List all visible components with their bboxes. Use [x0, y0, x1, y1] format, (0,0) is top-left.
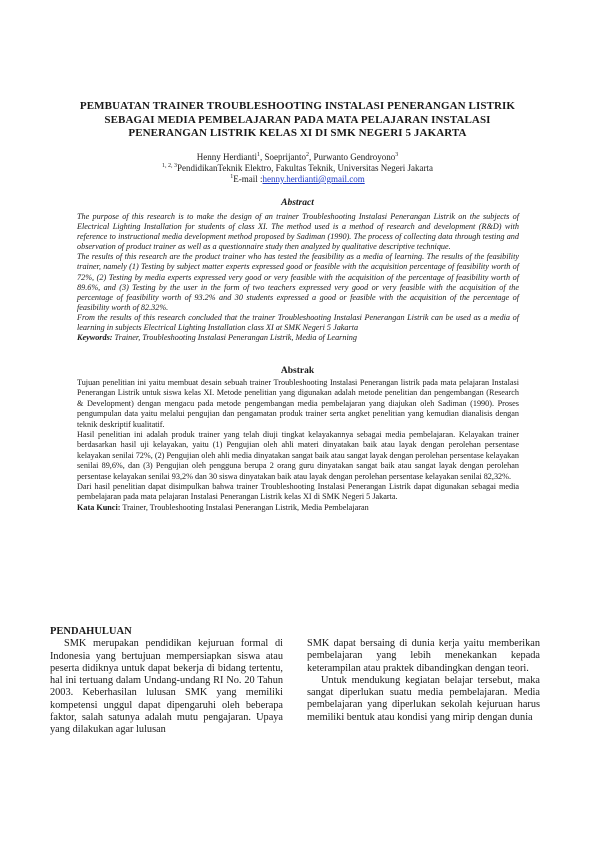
author-block [80, 152, 515, 185]
author-name: Henny Herdianti [196, 152, 257, 162]
paper-title [50, 100, 545, 141]
email-label: E-mail : [233, 174, 263, 184]
abstract-en-paragraph: The purpose of this research is to make the design of an trainer Troubleshooting Instalasi Penerangan Listrik on the subjects of Electrical Lighting Installation for students of class XI. The method used is a method of research and development (R&D) with reference to instructional media development method proposed by Sadiman (1990). The process of collecting data through testing and observation of product trainer as well as a questionnaire study then analyzed by qualitative descriptive technique. [77, 212, 519, 252]
author-affiliation [80, 163, 515, 174]
author-sep: , [259, 152, 265, 162]
abstract-en-keywords [77, 333, 519, 343]
title-line: PENERANGAN LISTRIK KELAS XI DI SMK NEGERI 5 JAKARTA [128, 127, 467, 139]
keywords-label: Kata Kunci: [77, 502, 121, 512]
body-column-right [307, 638, 540, 724]
abstract-en [77, 212, 519, 343]
affiliation-text: PendidikanTeknik Elektro, Fakultas Teknik, Universitas Negeri Jakarta [176, 163, 433, 173]
body-paragraph: SMK dapat bersaing di dunia kerja yaitu memberikan pembelajaran yang lebih menekankan kepada keterampilan atau praktek dibandingkan dengan teori. [307, 638, 540, 674]
abstract-id [77, 378, 519, 513]
abstract-en-paragraph: The results of this research are the product trainer who has tested the feasibility as a media of learning. The results of the feasibility trainer, namely (1) Testing by subject matter experts expressed good or feasible with the acquisition percentage of feasibility worth of 72%, (2) Testing by media experts expressed very good or very feasible with the acquisition of the percentage of feasibility worth of 89.6%, and (3) Testing by the user in the form of two teachers expressed very good or very feasible with the acquisition of the percentage of feasibility worth of 93.2% and 30 students expressed a good or feasible with the acquisition of the percentage of feasibility worth of 82.32%. [77, 252, 519, 312]
author-sup: 1 [256, 152, 260, 158]
title-line: PEMBUATAN TRAINER TROUBLESHOOTING INSTALASI PENERANGAN LISTRIK [79, 100, 516, 112]
author-name: Soeprijanto [264, 152, 306, 162]
author-email [80, 174, 515, 185]
affiliation-sup: 1, 2, 3 [161, 163, 177, 169]
abstract-id-keywords [77, 503, 519, 513]
abstract-id-paragraph: Dari hasil penelitian dapat disimpulkan bahwa trainer Troubleshooting Instalasi Penerangan Listrik dapat digunakan sebagai media pembelajaran pada mata pelajaran Instalasi Penerangan Listrik kelas XI di SMK Negeri 5 Jakarta. [77, 482, 519, 502]
author-sep: , [308, 152, 314, 162]
author-names [80, 152, 515, 163]
abstract-en-heading: Abstract [281, 198, 314, 208]
author-name: Purwanto Gendroyono [313, 152, 396, 162]
abstract-id-paragraph: Hasil penelitian ini adalah produk trainer yang telah diuji tingkat kelayakannya sebagai media pembelajaran. Kelayakan trainer berdasarkan hasil uji kelayakan, yaitu (1) Pengujian oleh ahli materi dinyatakan baik atau layak dengan perolehan persentase kelayakan senilai 72%, (2) Pengujian oleh ahli media dinyatakan sangat baik atau sangat layak dengan perolehan persentase kelayakan senilai 89,6%, dan (3) Pengujian oleh pengguna berupa 2 orang guru dinyatakan sangat baik atau sangat layak dengan perolehan persentase kelayakan senilai 93,2% dan 30 siswa dinyatakan baik atau layak dengan perolehan persentase kelayakan senilai 82,32%. [77, 430, 519, 481]
abstract-en-paragraph: From the results of this research concluded that the trainer Troubleshooting Instalasi Penerangan Listrik can be used as a media of learning in subjects Electrical Lighting Installation class XI at SMK Negeri 5 Jakarta [77, 312, 519, 333]
title-line: SEBAGAI MEDIA PEMBELAJARAN PADA MATA PELAJARAN INSTALASI [104, 113, 491, 126]
keywords-text: Trainer, Troubleshooting Instalasi Penerangan Listrik, Media of Learning [112, 333, 357, 343]
body-paragraph: Untuk mendukung kegiatan belajar tersebut, maka sangat diperlukan suatu media pembelajaran. Media pembelajaran yang diperlukan sekolah kejuruan harus memiliki bentuk atau kondisi yang mirip dengan dunia [307, 674, 540, 723]
email-link[interactable]: henny.herdianti@gmail.com [262, 174, 365, 184]
author-sup: 3 [395, 152, 399, 158]
abstract-id-paragraph: Tujuan penelitian ini yaitu membuat desain sebuah trainer Troubleshooting Instalasi Penerangan listrik pada mata pelajaran Instalasi Penerangan Listrik untuk siswa kelas XI. Metode penelitian yang digunakan adalah metode penelitian dan pengembangan (Research & Development) dengan mengacu pada metode pengembangan media pembelajaran yang diajukan oleh Sadiman (1990). Proses pengumpulan data yaitu melalui pengujian dan pengamatan produk trainer serta angket penelitian yang kemudian dianalisis dengan teknik deskriptif kualitatif. [77, 378, 519, 429]
body-column-left [50, 626, 283, 737]
keywords-label: Keywords: [77, 333, 113, 343]
abstract-id-heading: Abstrak [280, 366, 315, 376]
body-paragraph: SMK merupakan pendidikan kejuruan formal di Indonesia yang bertujuan mempersiapkan siswa atau peserta didiknya untuk dapat bekerja di bidang tertentu, hal ini tertuang dalam Undang-undang RI No. 20 Tahun 2003. Keberhasilan lulusan SMK yang memiliki kompetensi unggul dapat dipengaruhi oleh beberapa faktor, salah satunya adalah mutu pengajaran. Upaya yang dilakukan agar lulusan [50, 638, 283, 736]
section-heading: PENDAHULUAN [50, 626, 132, 637]
email-sup: 1 [230, 174, 234, 180]
author-sup: 2 [305, 152, 309, 158]
keywords-text: Trainer, Troubleshooting Instalasi Penerangan Listrik, Media Pembelajaran [120, 502, 369, 512]
